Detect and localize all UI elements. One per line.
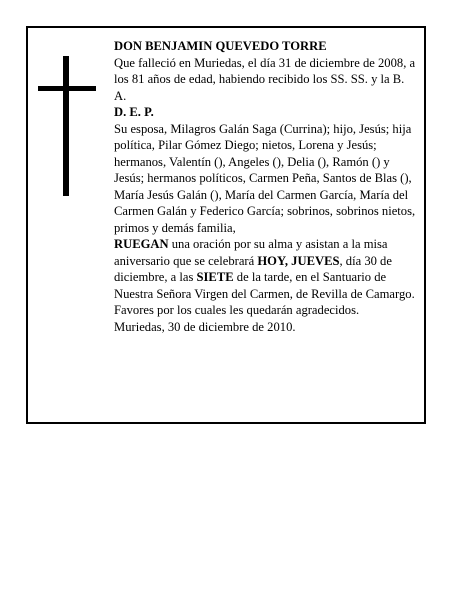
- place-and-date: Muriedas, 30 de diciembre de 2010.: [114, 319, 296, 334]
- obituary-text: [114, 38, 418, 335]
- family-list: Su esposa, Milagros Galán Saga (Currina); hijo, Jesús; hija política, Pilar Gómez Diego; nietos, Lorena y Jesús; hermanos, Valentín (), Angeles (), Delia (), Ramón () y Jesús; hermanos políticos, Carmen Peña, Santos de Blas (), María Jesús Galán (), María del Carmen García, María del Carmen Galán y Federico García; sobrinos, sobrinos nietos, primos y demás familia,: [114, 121, 416, 235]
- mass-request: [114, 236, 418, 319]
- cross-horizontal-bar: [38, 86, 96, 91]
- ruegan-label: RUEGAN: [114, 237, 169, 251]
- mass-request-text-1: una oración por su alma y asistan a la misa aniversario que se celebrará: [114, 237, 388, 268]
- mass-time: SIETE: [196, 270, 234, 284]
- death-statement: Que falleció en Muriedas, el día 31 de diciembre de 2008, a los 81 años de edad, habiendo recibido los SS. SS. y la B. A.: [114, 55, 416, 103]
- cross-icon: [38, 56, 96, 196]
- cross-vertical-bar: [63, 56, 69, 196]
- mass-request-text-3: de la tarde, en el Santuario de Nuestra Señora Virgen del Carmen, de Revilla de Camargo. Favores por los cuales les quedarán agradecidos.: [114, 270, 415, 317]
- mass-day: HOY, JUEVES: [257, 253, 340, 268]
- deceased-name: DON BENJAMIN QUEVEDO TORRE: [114, 39, 327, 53]
- rest-in-peace: D. E. P.: [114, 105, 154, 119]
- mass-request-text-2: , día 30 de diciembre, a las: [114, 253, 392, 284]
